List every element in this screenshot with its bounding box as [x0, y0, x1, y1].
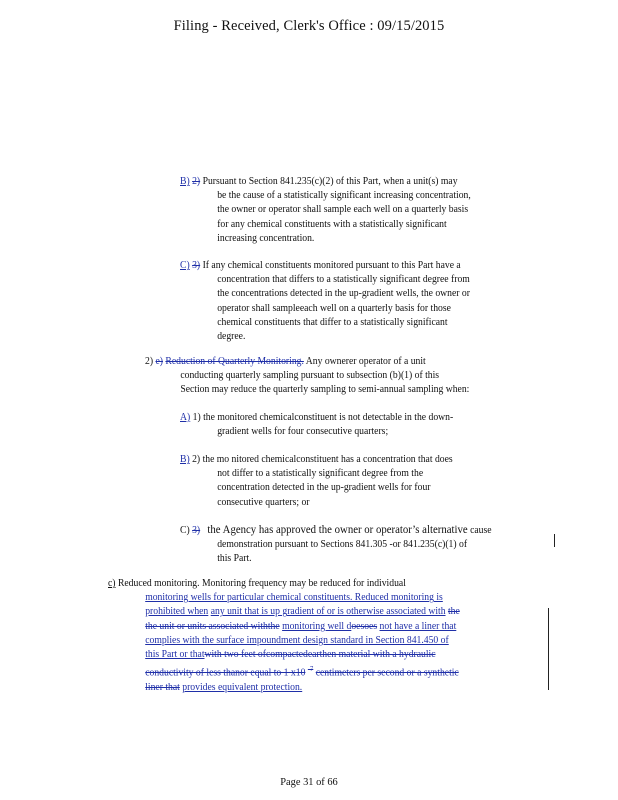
item-marker-deleted: 3)	[192, 525, 201, 536]
page-label: Page	[280, 777, 301, 788]
item-c-chemical	[180, 259, 470, 344]
inserted-text: any unit that is up gradient of or is otherwise associated with	[210, 606, 446, 618]
item-marker-old: 2)	[192, 454, 201, 465]
item-marker-old: 1)	[192, 412, 201, 423]
item-marker-new: B)	[180, 176, 190, 187]
deleted-text: oesoes	[351, 620, 378, 632]
of-label: of	[316, 777, 325, 788]
item-marker: c)	[108, 578, 116, 589]
item-a-not-detectable	[180, 411, 453, 439]
page-footer	[0, 777, 618, 788]
item-line: consecutive quarters; or	[217, 496, 310, 508]
item-line: Section may reduce the quarterly sampling to semi-annual sampling when:	[180, 384, 470, 396]
item-line	[145, 355, 469, 369]
item-line	[108, 648, 460, 662]
item-line: degree.	[217, 331, 246, 343]
item-line	[108, 620, 460, 634]
item-line: chemical constituents that differ to a statistically significant	[217, 316, 448, 328]
item-c-agency	[180, 523, 492, 567]
item-marker-new: B)	[180, 454, 190, 465]
item-line	[180, 411, 453, 425]
item-2-reduction	[145, 355, 469, 398]
item-line	[108, 591, 460, 605]
deleted-exponent: -7	[307, 665, 314, 674]
item-line	[108, 681, 460, 695]
item-line: for any chemical constituents with a statistically significant	[217, 218, 447, 230]
filing-stamp: Filing - Received, Clerk's Office : 09/15/2015	[173, 18, 445, 34]
item-text: Reduced monitoring. Monitoring frequency may be reduced for individual	[117, 578, 406, 589]
item-line: the concentrations detected in the up-gradient wells, the owner or	[217, 288, 470, 300]
item-line: gradient wells for four consecutive quarters;	[217, 426, 389, 438]
item-marker-deleted: 2)	[192, 176, 201, 187]
inserted-text: prohibited when	[145, 606, 209, 618]
item-marker-deleted: e)	[155, 356, 163, 367]
item-line	[180, 175, 471, 189]
item-b-concentration	[180, 453, 453, 510]
item-marker-new: C)	[180, 260, 190, 271]
item-line: demonstration pursuant to Sections 841.305 -or 841.235(c)(1) of	[217, 539, 468, 551]
item-line: conducting quarterly sampling pursuant to subsection (b)(1) of this	[180, 370, 440, 382]
inserted-text: not have a liner that	[379, 620, 457, 632]
item-line	[180, 259, 470, 273]
item-c-reduced-monitoring	[108, 577, 460, 695]
deleted-heading: Reduction of Quarterly Monitoring.	[165, 356, 304, 367]
item-line: concentration that differs to a statistically significant degree from	[217, 274, 470, 286]
deleted-text: the	[447, 606, 460, 618]
revision-bar	[554, 534, 555, 547]
deleted-text: conductivity of less thanor equal to 1 x10	[145, 667, 306, 679]
item-marker-new: 2)	[145, 356, 154, 367]
item-text: If any chemical constituents monitored pursuant to this Part have a	[202, 260, 461, 271]
revision-bar	[548, 608, 549, 690]
page-number: 31	[303, 777, 314, 788]
item-text: the monitored chemicalconstituent is not detectable in the down-	[203, 412, 454, 423]
inserted-text: provides equivalent protection.	[182, 681, 303, 693]
item-line: be the cause of a statistically significant increasing concentration,	[217, 190, 471, 202]
item-text: Any ownerer operator of a unit	[305, 356, 426, 367]
item-line: increasing concentration.	[217, 232, 315, 244]
deleted-text: with two feet ofcompactedearthen material with a hydraulic	[204, 649, 436, 661]
item-b-pursuant	[180, 175, 471, 246]
deleted-text: liner that	[145, 681, 180, 693]
item-marker-deleted: 3)	[192, 260, 201, 271]
item-line	[108, 634, 460, 648]
item-line: the owner or operator shall sample each well on a quarterly basis	[217, 204, 469, 216]
item-marker-new: C)	[180, 525, 190, 536]
item-line	[180, 523, 492, 538]
inserted-text: monitoring well d	[282, 620, 352, 632]
item-text: the mo nitored chemicalconstituent has a concentration that does	[202, 454, 453, 465]
inserted-text: monitoring wells for particular chemical constituents. Reduced monitoring is	[145, 592, 443, 604]
item-line	[108, 662, 460, 681]
deleted-text: the unit or units associated withthe	[145, 620, 280, 632]
item-text-tail: cause	[470, 525, 492, 536]
item-line: concentration detected in the up-gradient wells for four	[217, 482, 431, 494]
item-text: the Agency has approved the owner or operator’s alternative	[207, 523, 468, 536]
deleted-text: centimeters per second or a synthetic	[315, 667, 459, 679]
item-line: this Part.	[217, 553, 252, 565]
inserted-text: this Part or that	[145, 649, 205, 661]
item-line	[108, 577, 460, 591]
item-line: operator shall sampleeach well on a quarterly basis for those	[217, 302, 451, 314]
item-line	[180, 453, 453, 467]
page-total: 66	[327, 777, 338, 788]
item-line: not differ to a statistically significant degree from the	[217, 468, 424, 480]
page-header	[0, 18, 618, 35]
item-text: Pursuant to Section 841.235(c)(2) of this Part, when a unit(s) may	[202, 176, 458, 187]
item-line	[108, 605, 460, 619]
inserted-text: complies with the surface impoundment design standard in Section 841.450 of	[145, 634, 449, 646]
item-marker-new: A)	[180, 412, 191, 423]
